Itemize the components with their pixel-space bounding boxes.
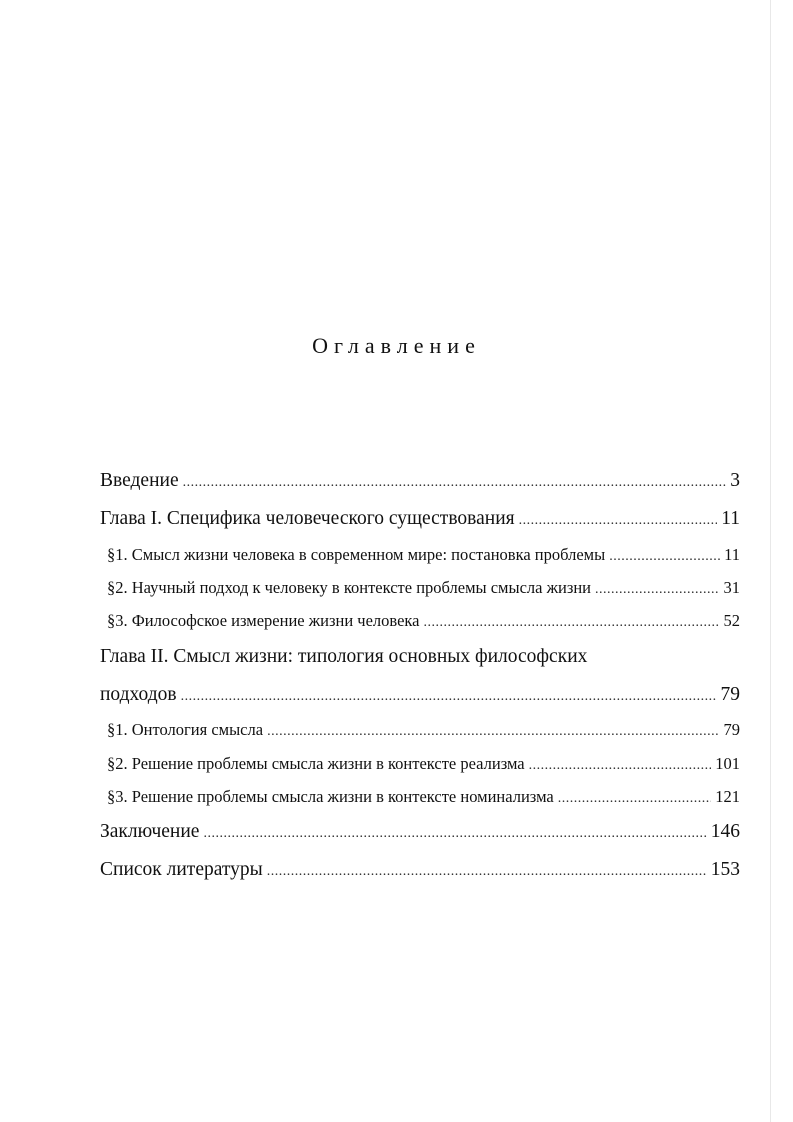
toc-entry-ch1-section-2 bbox=[107, 578, 740, 598]
toc-page-number: 11 bbox=[724, 545, 740, 564]
dot-leader bbox=[203, 821, 706, 843]
toc-entry-ch2-section-2 bbox=[107, 754, 740, 774]
dot-leader bbox=[558, 787, 712, 807]
toc-title: Оглавление bbox=[312, 333, 481, 358]
toc-entry-label: §1. Онтология смысла bbox=[107, 720, 264, 739]
toc-entry-label: §1. Смысл жизни человека в современном мире: постановка проблемы bbox=[107, 545, 606, 564]
toc-entry-conclusion bbox=[100, 821, 740, 843]
toc-page-number: 11 bbox=[721, 508, 740, 529]
dot-leader bbox=[529, 754, 712, 774]
toc-page-number: 79 bbox=[720, 684, 740, 705]
toc-entry-chapter-1 bbox=[100, 508, 740, 530]
toc-entry-label: Введение bbox=[100, 470, 179, 491]
toc-page-number: 121 bbox=[715, 787, 740, 806]
dot-leader bbox=[181, 684, 717, 706]
toc-entry-ch1-section-3 bbox=[107, 611, 740, 631]
dot-leader bbox=[609, 545, 720, 565]
toc-entry-ch2-section-1 bbox=[107, 720, 740, 740]
toc-page-number: 79 bbox=[723, 720, 740, 739]
toc-page-number: 146 bbox=[710, 821, 740, 842]
dot-leader bbox=[595, 578, 720, 598]
toc-entry-chapter-2 bbox=[100, 684, 740, 706]
toc-entry-label: §3. Решение проблемы смысла жизни в контексте номинализма bbox=[107, 787, 554, 806]
toc-page-number: 153 bbox=[710, 859, 740, 880]
toc-entry-introduction bbox=[100, 470, 740, 492]
toc-entry-label: §3. Философское измерение жизни человека bbox=[107, 611, 420, 630]
dot-leader bbox=[267, 859, 707, 881]
toc-entry-bibliography bbox=[100, 859, 740, 881]
toc-page-number: 101 bbox=[715, 754, 740, 773]
toc-page-number: 3 bbox=[730, 470, 740, 491]
toc-entry-ch1-section-1 bbox=[107, 545, 740, 565]
dot-leader bbox=[183, 470, 727, 492]
dot-leader bbox=[424, 611, 720, 631]
toc-entry-ch2-section-3 bbox=[107, 787, 740, 807]
toc-entry-label: Глава I. Специфика человеческого существования bbox=[100, 508, 515, 529]
dot-leader bbox=[267, 720, 719, 740]
page-edge-line bbox=[770, 0, 771, 1122]
toc-entry-label: Заключение bbox=[100, 821, 200, 842]
toc-page-number: 52 bbox=[723, 611, 740, 630]
toc-entry-label: подходов bbox=[100, 684, 177, 705]
toc-page-number: 31 bbox=[723, 578, 740, 597]
toc-entry-label: §2. Научный подход к человеку в контексте проблемы смысла жизни bbox=[107, 578, 591, 597]
toc-entry-chapter-2-line-1: Глава II. Смысл жизни: типология основных философских bbox=[100, 646, 588, 667]
toc-entry-label: §2. Решение проблемы смысла жизни в контексте реализма bbox=[107, 754, 525, 773]
dot-leader bbox=[519, 508, 718, 530]
toc-entry-label: Список литературы bbox=[100, 859, 263, 880]
